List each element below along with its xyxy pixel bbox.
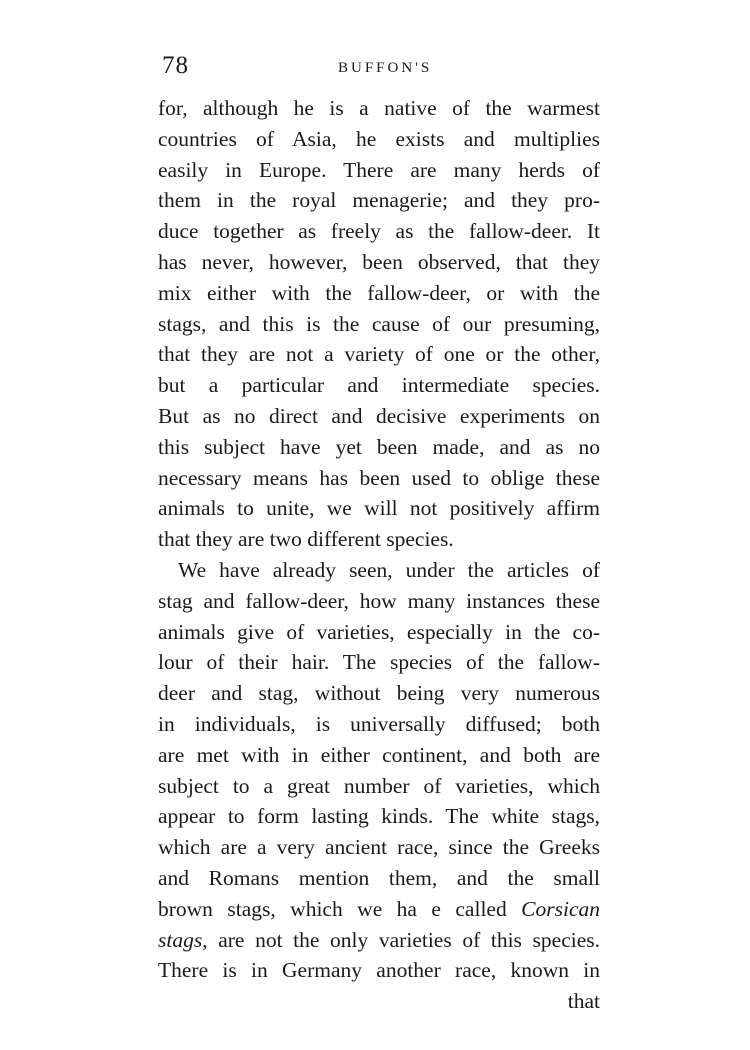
text-line: But as no direct and decisive experiments on: [158, 403, 600, 428]
italic-term: stags: [158, 927, 203, 952]
text-line: lour of their hair. The species of the fallow-: [158, 650, 600, 675]
text-segment: brown stags, which we ha e called: [158, 896, 522, 921]
text-line: stags, and this is the cause of our presuming,: [158, 311, 600, 336]
text-line: [158, 894, 600, 925]
body-text: [158, 93, 600, 1017]
text-line: that they are two different species.: [158, 527, 454, 552]
text-line: animals to unite, we will not positively affirm: [158, 496, 600, 521]
text-line: and Romans mention them, and the small: [158, 865, 600, 890]
text-line: appear to form lasting kinds. The white stags,: [158, 804, 600, 829]
text-line: necessary means has been used to oblige these: [158, 465, 600, 490]
text-line: stag and fallow-deer, how many instances these: [158, 588, 600, 613]
running-title: BUFFON'S: [338, 60, 433, 76]
page-number: 78: [162, 52, 189, 79]
text-line: We have already seen, under the articles of: [178, 557, 600, 582]
text-line: which are a very ancient race, since the Greeks: [158, 835, 600, 860]
text-line: countries of Asia, he exists and multiplies: [158, 126, 600, 151]
text-line: subject to a great number of varieties, which: [158, 773, 600, 798]
text-line: deer and stag, without being very numerous: [158, 681, 600, 706]
text-segment: , are not the only varieties of this species.: [202, 927, 600, 952]
running-head: [162, 52, 598, 88]
text-line: that they are not a variety of one or the other,: [158, 342, 600, 367]
text-line: There is in Germany another race, known in: [158, 958, 600, 983]
italic-term: Corsican: [521, 896, 600, 921]
text-line: this subject have yet been made, and as no: [158, 434, 600, 459]
text-line: for, although he is a native of the warmest: [158, 96, 600, 120]
text-line: [158, 925, 600, 956]
catchword: that: [567, 989, 600, 1014]
text-line: them in the royal menagerie; and they pro-: [158, 188, 600, 213]
text-line: animals give of varieties, especially in the co-: [158, 619, 600, 644]
text-line: has never, however, been observed, that they: [158, 249, 600, 274]
text-line: easily in Europe. There are many herds of: [158, 157, 600, 182]
text-line: mix either with the fallow-deer, or with the: [158, 280, 600, 305]
text-line: but a particular and intermediate species.: [158, 373, 600, 398]
text-line: duce together as freely as the fallow-deer. It: [158, 219, 600, 244]
text-line: in individuals, is universally diffused; both: [158, 711, 600, 736]
text-line: are met with in either continent, and both are: [158, 742, 600, 767]
